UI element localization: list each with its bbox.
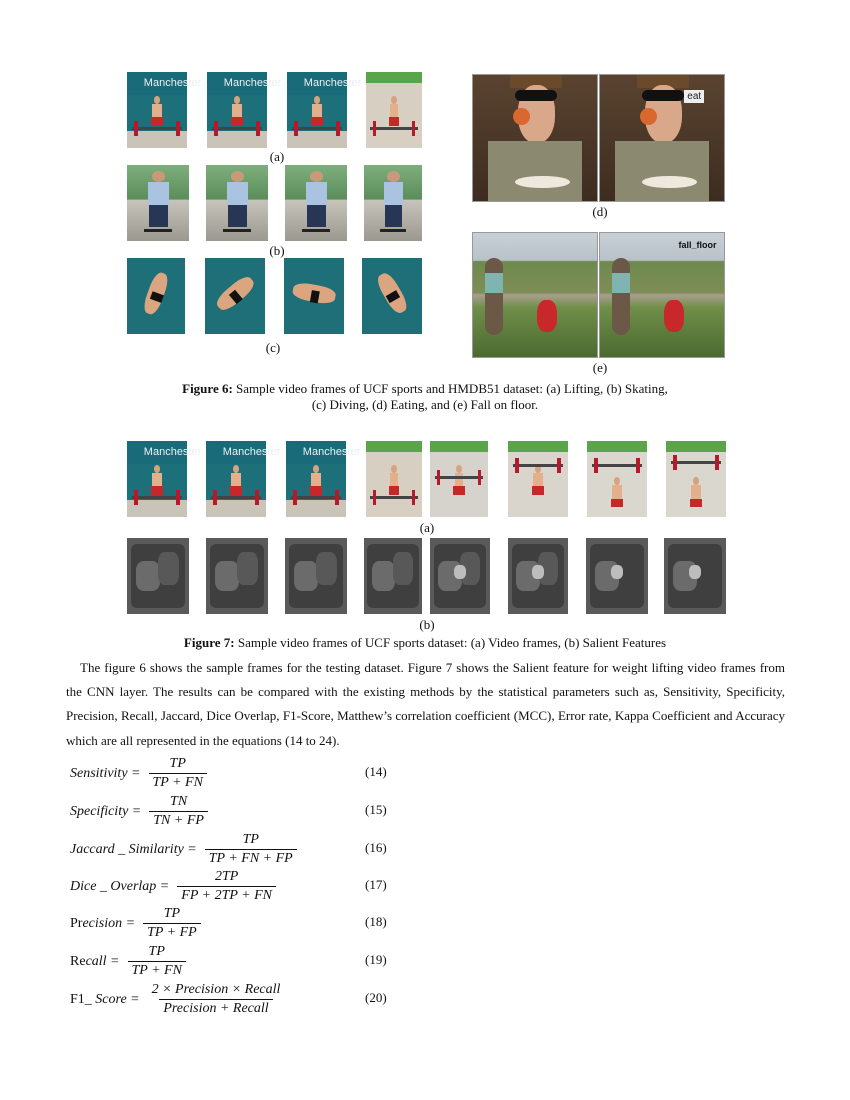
video-frame-5 [430,441,488,517]
salient-map-2 [206,538,268,614]
frame-skating-4 [364,165,422,241]
salient-map-5 [430,538,490,614]
salient-map-3 [285,538,347,614]
frame-skating-2 [206,165,268,241]
equation-number-16: (16) [365,840,387,855]
equation-recall: Recall = $\frac{TP}{TP + FN}$ [70,944,186,979]
video-frame-8 [666,441,726,517]
video-frame-7 [587,441,647,517]
frame-fall-2 [599,232,725,358]
frame-skating-1 [127,165,189,241]
body-paragraph: The figure 6 shows the sample frames for the testing dataset. Figure 7 shows the Salient feature for weight lifting video frames from the CNN layer. The results can be compared with the existing methods by the statistical parameters such as, Sensitivity, Specificity, Precision, Recall, Jaccard, Dice Overlap, F1-Score, Matthew’s correlation coefficient (MCC), Error rate, Kappa Coefficient and Accuracy which are all represented in the equations (14 to 24). [66,660,785,748]
figure-7-caption: Figure 7: Sample video frames of UCF sports dataset: (a) Video frames, (b) Salient Features [183,635,667,650]
frame-diving-1 [127,258,185,334]
frame-lifting-2: Manchester [207,72,267,148]
salient-map-1 [127,538,189,614]
equation-number-17: (17) [365,877,387,892]
panel-label-a: (a) [269,149,285,164]
equation-f1-score: F1_ Score = $\frac{\text{2 × Precision × Recall}}{\text{Precision + Recall}}$ [70,982,281,1016]
equation-number-20: (20) [365,990,387,1005]
frame-lifting-1: Manchester [127,72,187,148]
frame-diving-2 [205,258,265,334]
salient-map-8 [664,538,726,614]
frame-lifting-4 [366,72,422,148]
video-frame-3: Manchester [286,441,346,517]
video-frame-2: Manchester [206,441,266,517]
video-frame-1: Manchester [127,441,187,517]
equation-number-19: (19) [365,952,387,967]
fig7-panel-label-a: (a) [419,520,435,535]
panel-label-b: (b) [269,243,285,258]
salient-map-6 [508,538,568,614]
fall-floor-label: fall_floor [678,240,717,251]
video-frame-6 [508,441,568,517]
panel-label-d: (d) [592,204,608,219]
frame-diving-4 [362,258,422,334]
panel-label-e: (e) [592,360,608,375]
frame-eating-1 [472,74,598,202]
equation-specificity: Specificity = $\frac{TN}{TN + FP}$ [70,794,208,829]
equation-sensitivity: Sensitivity = $\frac{TP}{TP + FN}$ [70,756,207,791]
frame-fall-1 [472,232,598,358]
frame-lifting-3: Manchester [287,72,347,148]
frame-eating-2 [599,74,725,202]
equation-jaccard: Jaccard _ Similarity = $\frac{TP}{TP + FN + FP}$ [70,832,297,867]
equation-number-15: (15) [365,802,387,817]
equation-number-14: (14) [365,764,387,779]
panel-label-c: (c) [265,340,281,355]
frame-skating-3 [285,165,347,241]
fig7-panel-label-b: (b) [419,617,435,632]
salient-map-4 [364,538,422,614]
figure-6-caption: Figure 6: Sample video frames of UCF sports and HMDB51 dataset: (a) Lifting, (b) Skating, (c) Diving, (d) Eating, and (e) Fall on floor. [182,381,668,412]
video-frame-4 [366,441,422,517]
salient-map-7 [586,538,648,614]
eat-label: eat [684,90,704,103]
equation-number-18: (18) [365,914,387,929]
equation-dice: Dice _ Overlap = $\frac{2TP}{FP + 2TP + FN}$ [70,869,276,904]
equation-precision: Precision = $\frac{TP}{TP + FP}$ [70,906,201,941]
frame-diving-3 [284,258,344,334]
